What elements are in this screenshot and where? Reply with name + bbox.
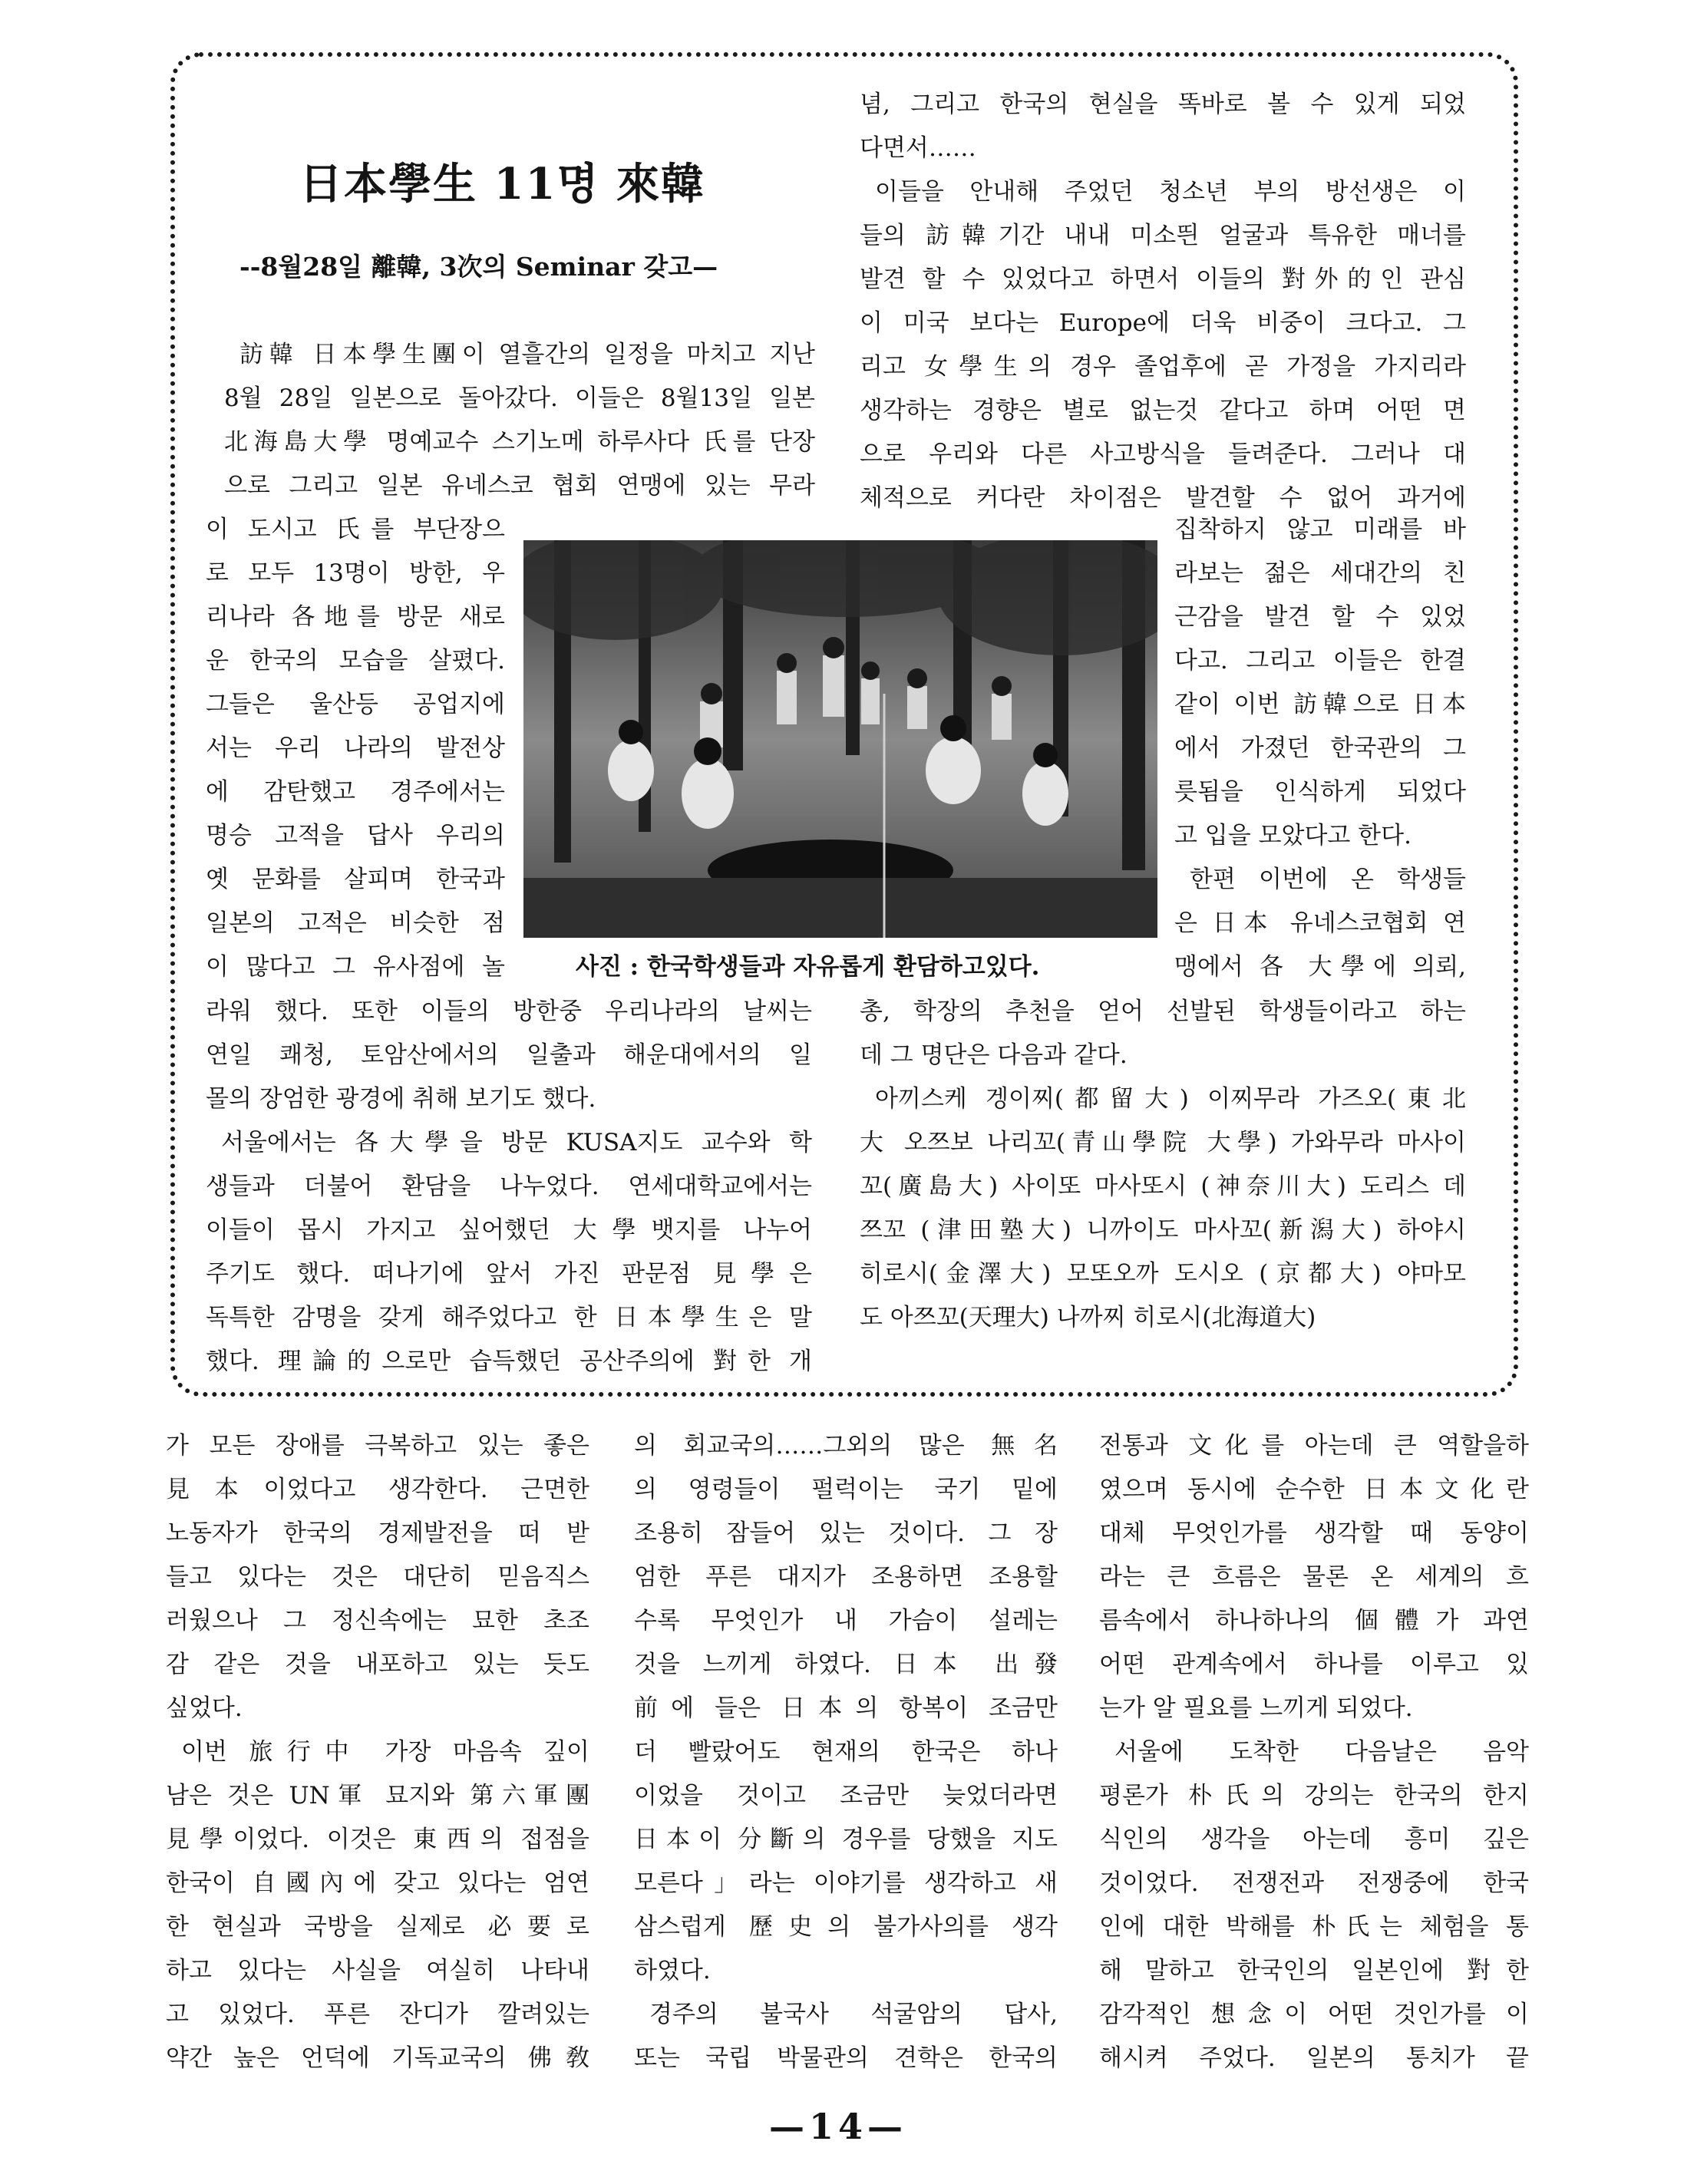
text-line: 생각하는 경향은 별로 없는것 같다고 하며 어떤 면 [860, 397, 1466, 424]
text-line: 했다. 理論的으로만 습득했던 공산주의에 對한 개 [206, 1348, 812, 1375]
text-line: 日本이 分斷의 경우를 당했을 지도 [634, 1826, 1058, 1853]
text-line: 인에 대한 박해를 朴氏는 체험을 통 [1099, 1913, 1529, 1941]
text-line: 하였다. [634, 1957, 711, 1984]
text-line: 체적으로 커다란 차이점은 발견할 수 없어 과거에 [860, 484, 1466, 512]
text-line: 어떤 관계속에서 하나를 이루고 있 [1099, 1651, 1529, 1678]
photo-caption: 사진 : 한국학생들과 자유롭게 환담하고있다. [576, 953, 1040, 981]
lower-column-2 [634, 1424, 1058, 2080]
text-line: 고 있었다. 푸른 잔디가 깔려있는 [166, 2001, 589, 2028]
text-line: 이 미국 보다는 Europe에 더욱 비중이 크다고. 그 [860, 309, 1466, 337]
text-line: 해 말하고 한국인의 일본인에 對한 [1099, 1957, 1529, 1984]
text-line: 러웠으나 그 정신속에는 묘한 초조 [166, 1607, 589, 1635]
text-line: 싶었다. [166, 1694, 243, 1722]
text-line: 의 회교국의……그외의 많은 無名 [634, 1432, 1058, 1460]
text-line: 한 현실과 국방을 실제로 必要로 [166, 1913, 589, 1941]
text-line: 라워 했다. 또한 이들의 방한중 우리나라의 날씨는 [206, 998, 812, 1025]
text-line: 으로 우리와 다른 사고방식을 들려준다. 그러나 대 [860, 440, 1466, 468]
text-line: 독특한 감명을 갖게 해주었다고 한 日本學生은 말 [206, 1304, 812, 1331]
text-line: 생들과 더불어 환담을 나누었다. 연세대학교에서는 [206, 1173, 812, 1200]
text-line: 꼬(廣島大) 사이또 마사또시 (神奈川大) 도리스 데 [860, 1173, 1466, 1200]
text-line: 리고 女學生의 경우 졸업후에 곧 가정을 가지리라 [860, 353, 1466, 381]
text-line: 에 감탄했고 경주에서는 [206, 778, 505, 806]
text-line: 대체 무엇인가를 생각할 때 동양이 [1099, 1519, 1529, 1547]
text-line: 더 빨랐어도 현재의 한국은 하나 [634, 1738, 1058, 1766]
text-line: 들의 訪韓기간 내내 미소띈 얼굴과 특유한 매너를 [860, 222, 1466, 249]
right-column-bottom [860, 990, 1466, 1340]
text-line: 前에 들은 日本의 항복이 조금만 [634, 1694, 1058, 1722]
text-line: 식인의 생각을 아는데 흥미 깊은 [1099, 1826, 1529, 1853]
text-line: 조용히 잠들어 있는 것이다. 그 장 [634, 1519, 1058, 1547]
text-line: 도 아쯔꼬(天理大) 나까찌 히로시(北海道大) [860, 1304, 1316, 1331]
text-line: 발견 할 수 있었다고 하면서 이들의 對外的인 관심 [860, 266, 1466, 293]
text-line: 감각적인 想念이 어떤 것인가를 이 [1099, 2001, 1529, 2028]
left-column-wrap [206, 508, 505, 989]
text-line: 또는 국립 박물관의 견학은 한국의 [634, 2044, 1058, 2072]
text-line: 전통과 文化를 아는데 큰 역할을하 [1099, 1432, 1529, 1460]
text-line: 라보는 젊은 세대간의 친 [1174, 559, 1466, 587]
text-line: 으로 그리고 일본 유네스코 협회 연맹에 있는 무라 [224, 472, 815, 500]
text-line: 집착하지 않고 미래를 바 [1174, 516, 1466, 543]
text-line: 하고 있다는 사실을 여실히 나타내 [166, 1957, 589, 1984]
text-line: 몰의 장엄한 광경에 취해 보기도 했다. [206, 1085, 596, 1113]
text-line: 에서 가졌던 한국관의 그 [1174, 734, 1466, 762]
text-line: 모른다」라는 이야기를 생각하고 새 [634, 1869, 1058, 1897]
text-line: 다면서…… [860, 134, 976, 162]
text-line: 근감을 발견 할 수 있었 [1174, 603, 1466, 631]
lower-column-1 [166, 1424, 589, 2080]
text-line: 평론가 朴氏의 강의는 한국의 한지 [1099, 1782, 1529, 1810]
text-line: 이들이 몹시 가지고 싶어했던 大學뱃지를 나누어 [206, 1216, 812, 1244]
text-line: 의 영령들이 펄럭이는 국기 밑에 [634, 1476, 1058, 1503]
text-line: 것을 느끼게 하였다. 日本 出發 [634, 1651, 1058, 1678]
text-line: 름속에서 하나하나의 個體가 과연 [1099, 1607, 1529, 1635]
text-line: 해시켜 주었다. 일본의 통치가 끝 [1099, 2044, 1529, 2072]
text-line: 리나라 各地를 방문 새로 [206, 603, 505, 631]
text-line: 삼스럽게 歷史의 불가사의를 생각 [634, 1913, 1058, 1941]
text-line: 것이었다. 전쟁전과 전쟁중에 한국 [1099, 1869, 1529, 1897]
text-line: 쯔꼬 (津田塾大) 니까이도 마사꼬(新潟大) 하야시 [860, 1216, 1466, 1244]
article-subtitle: --8월28일 離韓, 3次의 Seminar 갖고— [239, 252, 718, 282]
text-line: 이들을 안내해 주었던 청소년 부의 방선생은 이 [875, 178, 1466, 206]
text-line: 아끼스케 겡이찌(都留大) 이찌무라 가즈오(東北 [875, 1085, 1466, 1113]
text-line: 見學이었다. 이것은 東西의 접점을 [166, 1826, 589, 1853]
text-line: 8월 28일 일본으로 돌아갔다. 이들은 8월13일 일본 [224, 384, 815, 412]
text-line: 감 같은 것을 내포하고 있는 듯도 [166, 1651, 589, 1678]
left-column-top [224, 333, 815, 508]
text-line: 일본의 고적은 비슷한 점 [206, 909, 505, 937]
text-line: 약간 높은 언덕에 기독교국의 佛敎 [166, 2044, 589, 2072]
text-line: 옛 문화를 살피며 한국과 [206, 866, 505, 893]
right-column-top [860, 83, 1466, 520]
text-line: 라는 큰 흐름은 물론 온 세계의 흐 [1099, 1563, 1529, 1591]
text-line: 운 한국의 모습을 살폈다. [206, 647, 505, 675]
text-line: 서는 우리 나라의 발전상 [206, 734, 505, 762]
text-line: 릇됨을 인식하게 되었다 [1174, 778, 1466, 806]
text-line: 념, 그리고 한국의 현실을 똑바로 볼 수 있게 되었 [860, 91, 1466, 118]
text-line: 남은 것은 UN軍 묘지와 第六軍團 [166, 1782, 589, 1810]
text-line: 그들은 울산등 공업지에 [206, 691, 505, 718]
group-photo [523, 540, 1157, 938]
text-line: 노동자가 한국의 경제발전을 떠 받 [166, 1519, 589, 1547]
text-line: 이 도시고 氏를 부단장으 [206, 516, 505, 543]
text-line: 이번 旅行中 가장 마음속 깊이 [181, 1738, 589, 1766]
text-line: 서울에 도착한 다음날은 음악 [1114, 1738, 1529, 1766]
lower-column-3 [1099, 1424, 1529, 2080]
text-line: 주기도 했다. 떠나기에 앞서 가진 판문점 見學은 [206, 1260, 812, 1288]
text-line: 였으며 동시에 순수한 日本文化란 [1099, 1476, 1529, 1503]
text-line: 大 오쯔보 나리꼬(青山學院 大學) 가와무라 마사이 [860, 1129, 1466, 1156]
text-line: 경주의 불국사 석굴암의 답사, [649, 2001, 1058, 2028]
page-number: —14— [769, 2106, 908, 2147]
text-line: 가 모든 장애를 극복하고 있는 좋은 [166, 1432, 589, 1460]
text-line: 한편 이번에 온 학생들 [1190, 866, 1466, 893]
text-line: 한국이 自國內에 갖고 있다는 엄연 [166, 1869, 589, 1897]
text-line: 는가 알 필요를 느끼게 되었다. [1099, 1694, 1413, 1722]
right-column-wrap [1174, 508, 1466, 989]
text-line: 고 입을 모았다고 한다. [1174, 822, 1411, 850]
text-line: 데 그 명단은 다음과 같다. [860, 1041, 1128, 1069]
text-line: 北海島大學 명예교수 스기노메 하루사다 氏를 단장 [224, 428, 815, 456]
text-line: 맹에서 各 大學에 의뢰, [1174, 953, 1466, 981]
text-line: 訪韓 日本學生團이 열흘간의 일정을 마치고 지난 [239, 341, 815, 368]
text-line: 다고. 그리고 이들은 한결 [1174, 647, 1466, 675]
text-line: 명승 고적을 답사 우리의 [206, 822, 505, 850]
text-line: 로 모두 13명이 방한, 우 [206, 559, 505, 587]
text-line: 이었을 것이고 조금만 늦었더라면 [634, 1782, 1058, 1810]
text-line: 서울에서는 各大學을 방문 KUSA지도 교수와 학 [221, 1129, 812, 1156]
text-line: 들고 있다는 것은 대단히 믿음직스 [166, 1563, 589, 1591]
text-line: 총, 학장의 추천을 얻어 선발된 학생들이라고 하는 [860, 998, 1466, 1025]
text-line: 엄한 푸른 대지가 조용하면 조용할 [634, 1563, 1058, 1591]
text-line: 연일 쾌청, 토암산에서의 일출과 해운대에서의 일 [206, 1041, 812, 1069]
left-column-bottom [206, 990, 812, 1384]
text-line: 見本이었다고 생각한다. 근면한 [166, 1476, 589, 1503]
text-line: 수록 무엇인가 내 가슴이 설레는 [634, 1607, 1058, 1635]
text-line: 은 日本 유네스코협회 연 [1174, 909, 1466, 937]
text-line: 히로시(金澤大) 모또오까 도시오 (京都大) 야마모 [860, 1260, 1466, 1288]
text-line: 같이 이번 訪韓으로 日本 [1174, 691, 1466, 718]
text-line: 이 많다고 그 유사점에 놀 [206, 953, 505, 981]
article-title: 日本學生 11명 來韓 [299, 159, 706, 209]
